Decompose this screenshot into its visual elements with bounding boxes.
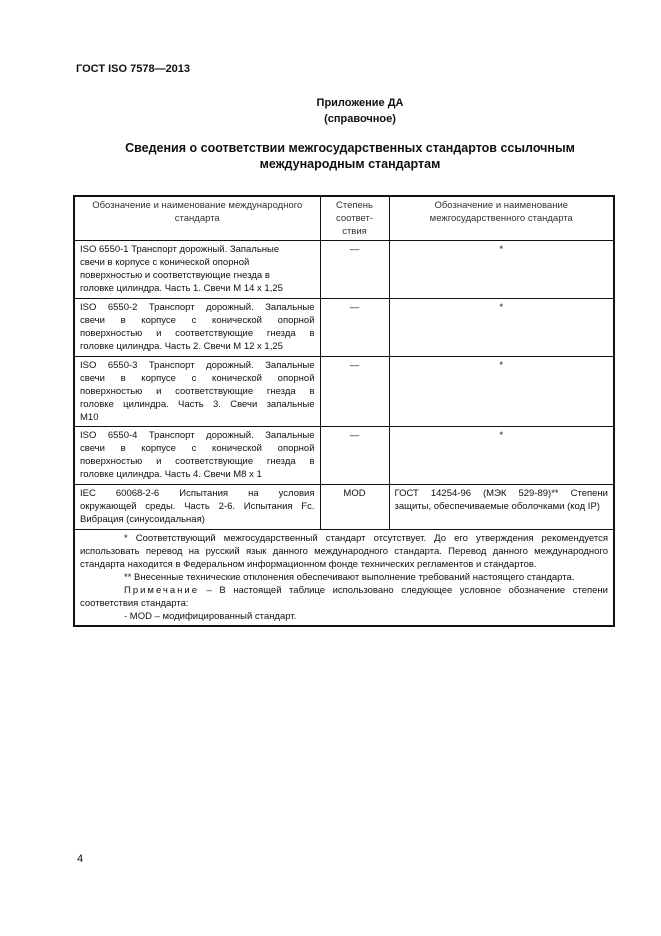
table-row: [74, 485, 614, 530]
table-row: [74, 299, 614, 357]
header-degree: Степень соответ- ствия: [320, 196, 389, 241]
appendix-label: [290, 95, 430, 127]
table-row: [74, 241, 614, 299]
note-1: * Соответствующий межгосударственный стандарт отсутствует. До его утверждения рекомендуется использовать перевод на русский язык данного международного стандарта. Перевод данного международного стандарта находится в Федеральном информационном фонде технических регламентов и стандартов.: [80, 533, 608, 570]
degree-cell: —: [320, 241, 389, 299]
international-standard-cell: ISO 6550-2 Транспорт дорожный. Запальные свечи в корпусе с конической опорной поверхностью и соответствующие гнезда в головке цилиндра. Часть 2. Свечи М 12 х 1,25: [74, 299, 320, 357]
table-notes-row: [74, 530, 614, 627]
header-interstate-standard: Обозначение и наименование межгосударственного стандарта: [389, 196, 614, 241]
appendix-title: Приложение ДА: [316, 97, 404, 109]
page-number: 4: [77, 853, 84, 865]
note-4: - MOD – модифицированный стандарт.: [124, 611, 297, 622]
title-line-2: международным стандартам: [259, 157, 441, 171]
international-standard-cell: IEC 60068-2-6 Испытания на условия окружающей среды. Часть 2-6. Испытания Fc. Вибрация (синусоидальная): [74, 485, 320, 530]
table-row: [74, 427, 614, 485]
table-notes: [74, 530, 614, 627]
correspondence-table: [73, 195, 615, 627]
table-header-row: [74, 196, 614, 241]
interstate-standard-cell: *: [389, 427, 614, 485]
note-2: ** Внесенные технические отклонения обеспечивают выполнение требований настоящего стандарта.: [124, 572, 575, 583]
international-standard-cell: ISO 6550-4 Транспорт дорожный. Запальные свечи в корпусе с конической опорной поверхностью и соответствующие гнезда в головке цилиндра. Часть 4. Свечи М8 х 1: [74, 427, 320, 485]
degree-cell: —: [320, 299, 389, 357]
interstate-standard-cell: *: [389, 241, 614, 299]
appendix-subtitle: (справочное): [324, 113, 396, 125]
title-line-1: Сведения о соответствии межгосударственных стандартов ссылочным: [125, 141, 575, 155]
note-label: Примечание: [124, 585, 199, 596]
interstate-standard-cell: ГОСТ 14254-96 (МЭК 529-89)** Степени защиты, обеспечиваемые оболочками (код IP): [389, 485, 614, 530]
degree-cell: MOD: [320, 485, 389, 530]
table-row: [74, 357, 614, 427]
degree-cell: —: [320, 427, 389, 485]
note-3-text: – В настоящей таблице использовано следующее условное обозначение степени соответствия стандарта:: [80, 585, 608, 609]
interstate-standard-cell: *: [389, 299, 614, 357]
header-international-standard: Обозначение и наименование международного стандарта: [74, 196, 320, 241]
document-header: ГОСТ ISO 7578—2013: [76, 63, 191, 75]
international-standard-cell: ISO 6550-1 Транспорт дорожный. Запальные свечи в корпусе с конической опорной поверхностью и соответствующие гнезда в головке цилиндра. Часть 1. Свечи М 14 х 1,25: [74, 241, 320, 299]
international-standard-cell: ISO 6550-3 Транспорт дорожный. Запальные свечи в корпусе с конической опорной поверхностью и соответствующие гнезда в головке цилиндра. Часть 3. Свечи запальные М10: [74, 357, 320, 427]
note-3: [80, 584, 608, 610]
interstate-standard-cell: *: [389, 357, 614, 427]
degree-cell: —: [320, 357, 389, 427]
section-title: [90, 140, 610, 172]
